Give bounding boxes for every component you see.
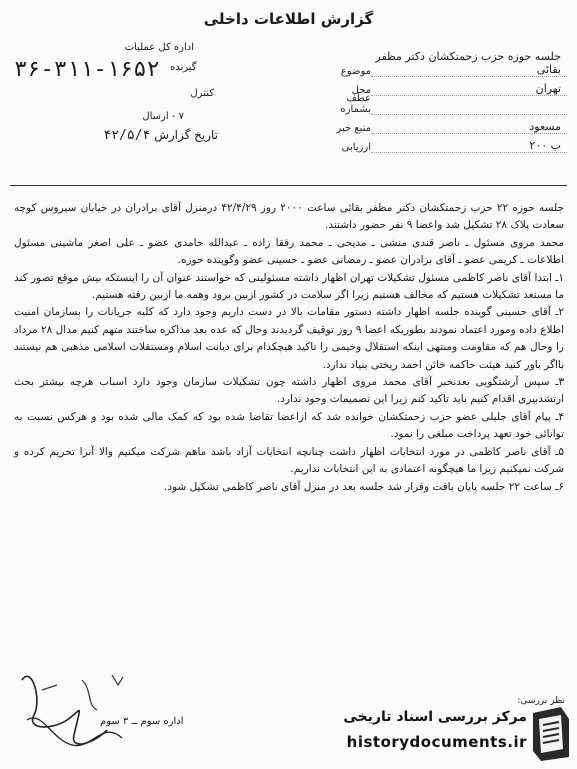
review-label: نظر بررسی: — [517, 696, 565, 706]
place-value: تهران — [371, 82, 567, 96]
report-body — [14, 200, 564, 496]
document-number: ۳۶-۳۱۱-۱۶۵۲ — [14, 57, 160, 82]
doc-meta-block — [14, 42, 234, 143]
sub-label: کنترل — [190, 88, 214, 99]
body-paragraph: محمد مروی مسئول ـ ناصر قندی منشی ـ مدیحی ـ محمد رفقا زاده ـ عبدالله حامدی عضو ـ علی اصغر ماشینی مسئول اطلاعات ـ کریمی عضو ـ آقای برادران عضو ـ رمضانی عضو ـ حسینی عضو وگوینده حوزه. — [14, 236, 564, 267]
number-label: اداره کل عملیات — [124, 42, 194, 53]
header-row-ref — [317, 93, 567, 115]
copy-label: گیرنده — [170, 62, 197, 73]
archive-url: historydocuments.ir — [346, 733, 527, 751]
header-divider — [10, 185, 567, 186]
header-row-subject — [317, 50, 567, 77]
report-date-label: تاریخ گزارش — [154, 128, 218, 142]
subject-label: موضوع — [340, 66, 371, 77]
header-row-rating — [317, 134, 567, 153]
ref-value — [371, 114, 567, 115]
body-paragraph: ۶ـ ساعت ۲۲ جلسه پایان یافت وقرار شد جلسه بعد در منزل آقای ناصر کاظمی تشکیل شود. — [164, 480, 564, 493]
body-paragraph: ۵ـ آقای ناصر کاظمی در مورد انتخابات اظهار داشت چنانچه انتخابات آزاد باشد ماهم شرکت میکنیم والا آنرا تحریم کرده و شرکت نمیکنیم زیرا ما هیچگونه اعتمادی به این انتخابات نداریم. — [14, 445, 564, 476]
subject-value: جلسه حوزه حزب زحمتکشان دکتر مظفر بقائی — [371, 50, 567, 77]
report-date — [14, 128, 234, 143]
place-label: محل — [351, 85, 371, 96]
body-paragraph: ۱ـ ابتدا آقای ناصر کاظمی مسئول تشکیلات تهران اظهار داشته مسئولینی که خواستند عنوان آن را اینستکه بیش موقع تصور کند ما مستعد تشکیلات هستیم که مخالف هستیم زیرا اگر سلامت در کشور ازبین برود وهمه ما ازبین رفته هستیم. — [14, 271, 564, 302]
handwritten-signature — [12, 660, 152, 760]
header-fields — [317, 50, 567, 153]
body-paragraph: جلسه حوزه ۲۲ حزب زحمتکشان دکتر مظفر بقائی ساعت ۲۰۰۰ روز ۴۲/۴/۲۹ درمنزل آقای برادران در خیابان سیروس کوچه سعادت پلاک ۲۸ تشکیل شد واعضا ۹ نفر حضور داشتند. — [14, 202, 564, 232]
archive-watermark — [303, 703, 573, 765]
rating-value: ب ۲۰۰ — [371, 139, 567, 153]
body-paragraph: ۲ـ آقای حسینی گوینده جلسه اظهار داشته دستور مقامات بالا در دست داریم وجود دارد که کلیه جریانات را بسازمان امنیت اطلاع داده ومورد اعتماد نمودند بطوریکه اعضا ۹ روز توقیف گردیدند وحال که عده بعد مذاکره ساختند متهم کنیم مدال ۲۸ مرداد را وحال هم که مقاومت ومنتهی اینکه استقلال وخیمی را تاکید هیچکدام برای دیانت اسلام ومستقلات اسلامی مذهبی هم نیستند بااگر باور کنید هیئت حاکمه خائن احمد ریختی بنیاد ندارد. — [14, 306, 564, 371]
document-title: گزارش اطلاعات داخلی — [203, 10, 374, 28]
department-label: اداره سوم ــ ۳ سوم — [100, 716, 184, 727]
body-paragraph: ۳ـ سپس آرشتگویی بعدنخبر آقای محمد مروی اظهار داشته چون تشکیلات سازمان وجود دارد اسباب هرچه بیشتر بحث ارتشدبیری اقدام کنیم باید تاکید کنم زیرا این تصمیمات وجود ندارد. — [14, 376, 564, 406]
source-value: مسعود — [371, 120, 567, 134]
rating-label: ارزیابی — [341, 142, 371, 153]
report-date-value: ۴۲/۵/۴ — [103, 128, 151, 143]
body-paragraph: ۴ـ پیام آقای جلیلی عضو حزب زحمتکشان خوانده شد که ازاعضا تقاضا شده بود که کمک مالی شده بود و هرکس نسبت به توانائی خود تعهد پرداخت مبلغی را نمود. — [14, 410, 564, 441]
sub-label-2: ۷ - ارسال — [142, 111, 184, 122]
header-row-source — [317, 115, 567, 134]
archive-logo-icon — [529, 705, 573, 763]
source-label: منبع خبر — [336, 123, 371, 134]
archive-name: مرکز بررسی اسناد تاریخی — [343, 709, 527, 725]
ref-label: عطف بشماره — [340, 93, 371, 115]
